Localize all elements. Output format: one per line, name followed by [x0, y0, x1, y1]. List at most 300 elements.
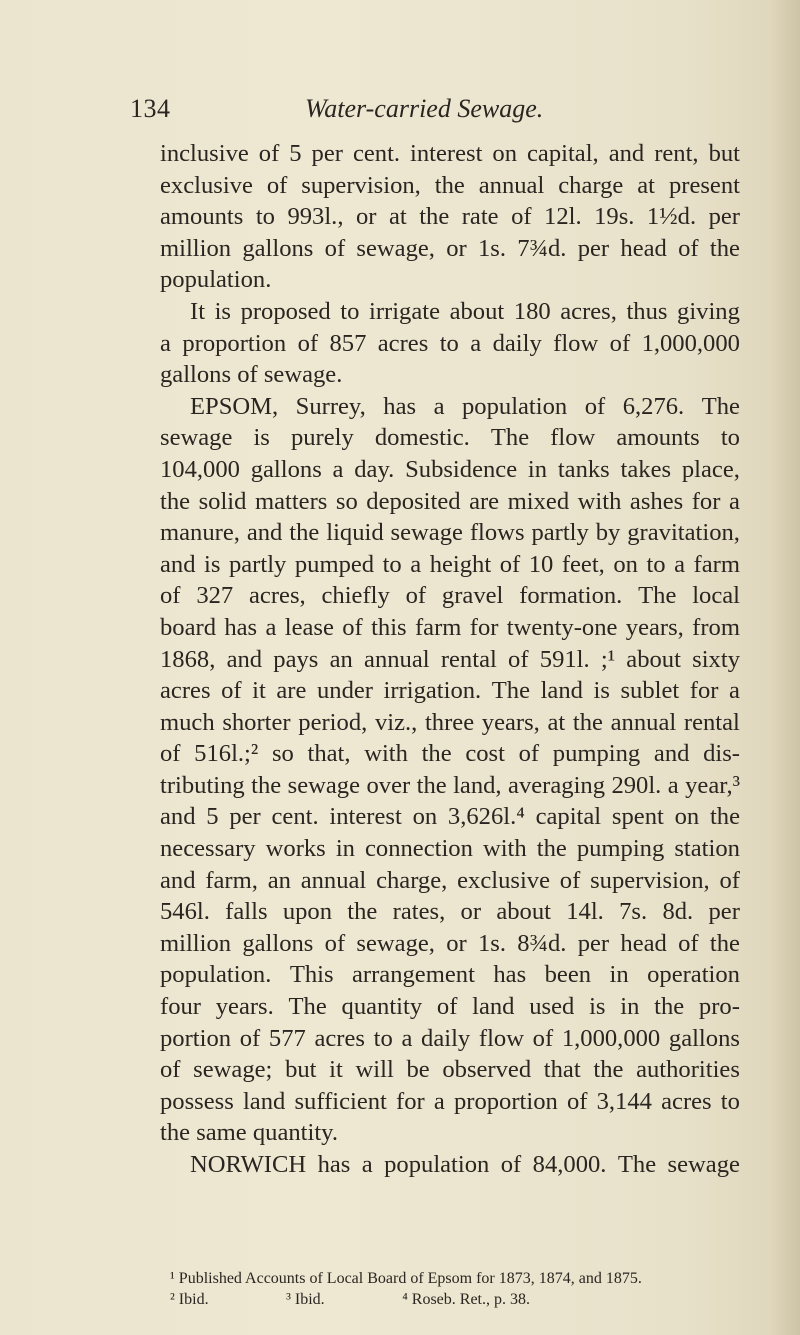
text-line — [160, 1054, 740, 1086]
word: 857 — [329, 329, 367, 357]
word: of — [266, 171, 288, 199]
word: local — [692, 582, 740, 610]
word: 993l., — [287, 203, 344, 231]
word: the — [709, 929, 740, 957]
word: farm — [693, 550, 740, 578]
word: rental — [683, 708, 740, 736]
word: are — [276, 677, 307, 705]
word: four — [160, 993, 201, 1021]
word: but — [285, 1056, 317, 1084]
word: manure, — [160, 519, 240, 547]
word: head — [620, 234, 667, 262]
word: the — [416, 771, 447, 799]
word: acres — [314, 1024, 365, 1052]
word: is — [593, 677, 610, 705]
word: or — [446, 929, 467, 957]
word: has — [224, 613, 258, 641]
word: the — [160, 487, 191, 515]
word: are — [469, 487, 500, 515]
word: million — [160, 234, 232, 262]
word: acres, — [560, 297, 617, 325]
word: liquid — [326, 519, 384, 547]
word: pumped — [294, 550, 375, 578]
word: sewage — [287, 771, 361, 799]
footnote-4: ⁴ Roseb. Ret., p. 38. — [402, 1291, 530, 1308]
word: farm, — [205, 866, 258, 894]
word: of — [239, 1024, 261, 1052]
word: per — [577, 234, 610, 262]
word: it — [252, 677, 266, 705]
word: population — [384, 1151, 490, 1178]
word: NORWICH — [190, 1151, 307, 1178]
text-line — [160, 612, 740, 644]
word: years, — [481, 708, 540, 736]
word: spent — [611, 803, 664, 831]
text-line — [160, 707, 740, 739]
word: present — [668, 171, 740, 199]
word: a — [674, 550, 686, 578]
word: twenty-one — [506, 613, 618, 641]
word: per — [708, 203, 740, 231]
word: 1s. — [477, 234, 506, 262]
word: land — [540, 677, 583, 705]
word: quantity — [341, 993, 423, 1021]
text-line — [160, 549, 740, 581]
word: sublet — [620, 677, 680, 705]
word: is — [253, 424, 270, 452]
word: The — [701, 392, 740, 420]
footnote-1: ¹ Published Accounts of Local Board of Epsom for 1873, 1874, and 1875. — [170, 1270, 642, 1287]
word: takes — [620, 455, 672, 483]
word: domestic. — [374, 424, 470, 452]
text-line — [160, 296, 740, 328]
word: a — [470, 329, 482, 357]
word: feet, — [561, 550, 605, 578]
word: 591l. — [539, 645, 590, 673]
word: gallons — [242, 929, 314, 957]
word: 8¾d. — [517, 929, 567, 957]
text-line — [160, 1023, 740, 1055]
word: 327 — [196, 582, 234, 610]
word: a — [361, 1151, 373, 1178]
word: daily — [421, 1024, 471, 1052]
word: population. — [160, 961, 272, 989]
word: amounts — [160, 203, 244, 231]
word: 84,000. — [532, 1151, 607, 1178]
word: head — [620, 929, 667, 957]
word: possess — [160, 1087, 234, 1115]
word: 1868, — [160, 645, 216, 673]
word: of — [342, 613, 363, 641]
word: been — [544, 961, 592, 989]
word: much — [160, 708, 215, 736]
word: and — [653, 740, 690, 768]
word: rate — [461, 203, 499, 231]
word: dis- — [703, 740, 740, 768]
text-line — [160, 896, 740, 928]
word: used — [529, 993, 575, 1021]
word: place, — [681, 455, 740, 483]
word: The — [490, 424, 530, 452]
word: of — [324, 929, 346, 957]
word: the — [593, 1056, 624, 1084]
text-line — [160, 170, 740, 202]
word: annual — [300, 866, 367, 894]
text-line — [160, 991, 740, 1023]
text-line — [160, 770, 740, 802]
word: gallons — [242, 234, 314, 262]
word: 19s. — [594, 203, 635, 231]
word: pro- — [698, 993, 740, 1021]
word: and — [608, 140, 645, 167]
word: 546l. — [160, 898, 210, 926]
text-line — [160, 201, 740, 233]
word: 104,000 — [160, 455, 240, 483]
word: inclusive — [160, 140, 249, 167]
word: it — [329, 1056, 343, 1084]
word: annual — [364, 645, 430, 673]
word: a — [433, 1087, 445, 1115]
word: about — [496, 898, 551, 926]
word: chiefly — [321, 582, 390, 610]
word: flow — [553, 329, 599, 357]
word: in — [609, 961, 629, 989]
word: formation. — [519, 582, 623, 610]
word: partly — [228, 550, 287, 578]
text-line — [160, 959, 740, 991]
word: a — [265, 613, 277, 641]
word: sewage — [390, 519, 463, 547]
word: to — [439, 329, 459, 357]
word: gallons — [668, 1024, 740, 1052]
word: exclusive — [457, 866, 550, 894]
word: irrigate — [369, 297, 441, 325]
word: acres — [661, 1087, 712, 1115]
word: has — [317, 1151, 351, 1178]
word: flow — [478, 1024, 524, 1052]
word: 10 — [528, 550, 554, 578]
word: of — [405, 582, 427, 610]
word: a — [433, 392, 445, 420]
word: 7s. — [619, 898, 648, 926]
word: and — [246, 519, 283, 547]
word: a — [401, 1024, 413, 1052]
text-line — [160, 233, 740, 265]
word: The — [638, 582, 677, 610]
word: a — [667, 771, 679, 799]
word: interest — [329, 803, 402, 831]
word: proportion — [182, 329, 287, 357]
word: sewage, — [356, 234, 435, 262]
word: annual — [610, 708, 677, 736]
word: sewage — [667, 1151, 740, 1178]
word: a — [729, 677, 740, 705]
word: 3,144 — [596, 1087, 652, 1115]
word: interest — [410, 140, 483, 167]
word: per — [708, 898, 740, 926]
word: 290l. — [611, 771, 662, 799]
word: a — [728, 487, 740, 515]
word: pumping — [576, 835, 665, 863]
word: year,³ — [685, 771, 740, 799]
word: the — [347, 898, 378, 926]
text-line — [160, 1149, 740, 1181]
word: of — [609, 329, 631, 357]
word: the — [709, 803, 740, 831]
word: ;¹ — [600, 645, 616, 673]
word: the — [709, 234, 740, 262]
word: population — [462, 392, 568, 420]
text-line — [160, 328, 740, 360]
footnote-line — [170, 1268, 750, 1289]
word: 1,000,000 — [561, 1024, 661, 1052]
word: tanks — [557, 455, 610, 483]
word: land — [472, 993, 515, 1021]
word: purely — [290, 424, 354, 452]
word: the — [654, 993, 685, 1021]
word: an — [329, 645, 353, 673]
word: or — [355, 203, 377, 231]
word: of — [324, 234, 346, 262]
word: over — [366, 771, 411, 799]
word: three — [424, 708, 475, 736]
word: exclusive — [160, 171, 253, 199]
word: board — [160, 613, 216, 641]
word: thus — [626, 297, 668, 325]
word: flows — [469, 519, 525, 547]
word: sufficient — [294, 1087, 387, 1115]
word: in — [335, 835, 355, 863]
text-line — [160, 675, 740, 707]
word: lease — [284, 613, 334, 641]
page-number: 134 — [130, 94, 171, 123]
text-line — [160, 801, 740, 833]
word: of — [532, 1024, 554, 1052]
word: a — [332, 455, 344, 483]
word: this — [371, 613, 407, 641]
word: necessary — [160, 835, 256, 863]
word: arrangement — [352, 961, 475, 989]
word: capital, — [527, 140, 599, 167]
word: the — [434, 171, 465, 199]
word: This — [289, 961, 334, 989]
text-line — [160, 833, 740, 865]
word: at — [637, 171, 656, 199]
word: to — [340, 297, 360, 325]
footnote-2: ² Ibid. — [170, 1291, 209, 1308]
word: farm — [414, 613, 462, 641]
word: of — [518, 740, 540, 768]
word: a — [410, 550, 422, 578]
word: sewage — [160, 424, 233, 452]
word: a — [160, 329, 171, 357]
word: to — [382, 550, 402, 578]
word: be — [406, 1056, 430, 1084]
word: of — [678, 929, 699, 957]
word: flow — [550, 424, 596, 452]
text-line — [160, 644, 740, 676]
word: The — [288, 993, 327, 1021]
word: but — [708, 140, 740, 167]
word: 5 — [206, 803, 219, 831]
word: solid — [198, 487, 247, 515]
word: is — [214, 297, 231, 325]
word: of — [719, 866, 740, 894]
text-line — [160, 865, 740, 897]
word: of — [500, 1151, 522, 1178]
word: acres — [160, 677, 211, 705]
word: per — [229, 803, 261, 831]
word: operation — [647, 961, 740, 989]
word: daily — [492, 329, 542, 357]
word: 5 — [289, 140, 302, 167]
word: station — [674, 835, 740, 863]
word: period, — [298, 708, 368, 736]
word: to — [373, 1024, 393, 1052]
word: so — [335, 487, 358, 515]
word: million — [160, 929, 232, 957]
text-line — [160, 454, 740, 486]
word: 3,626l.⁴ — [447, 803, 525, 831]
word: at — [388, 203, 407, 231]
word: of — [499, 550, 521, 578]
word: and — [226, 645, 263, 673]
word: proportion — [453, 1087, 558, 1115]
word: has — [383, 392, 417, 420]
word: of — [559, 866, 581, 894]
word: that, — [307, 740, 351, 768]
word: under — [316, 677, 373, 705]
word: at — [547, 708, 566, 736]
word: 12l. — [544, 203, 582, 231]
word: It — [190, 297, 206, 325]
word: 14l. — [566, 898, 604, 926]
text-line — [160, 580, 740, 612]
word: charge, — [376, 866, 448, 894]
word: giving — [677, 297, 740, 325]
word: rental — [440, 645, 497, 673]
word: of — [584, 392, 606, 420]
word: averaging — [508, 771, 605, 799]
text-line — [160, 486, 740, 518]
word: cent. — [352, 140, 401, 167]
word: in — [620, 993, 640, 1021]
text-line — [160, 1117, 740, 1149]
word: acres, — [249, 582, 306, 610]
word: the — [419, 203, 450, 231]
word: for — [396, 1087, 425, 1115]
text-line — [160, 422, 740, 454]
word: Surrey, — [295, 392, 366, 420]
word: for — [469, 613, 499, 641]
word: gravel — [441, 582, 504, 610]
word: years, — [625, 613, 684, 641]
word: of — [160, 582, 181, 610]
word: rent, — [654, 140, 699, 167]
word: 180 — [513, 297, 551, 325]
word: and — [160, 803, 196, 831]
word: land — [242, 1087, 286, 1115]
word: the — [421, 740, 452, 768]
word: sixty — [692, 645, 740, 673]
word: to — [255, 203, 275, 231]
word: partly — [531, 519, 589, 547]
word: of — [160, 740, 181, 768]
word: so — [271, 740, 294, 768]
word: of — [160, 1056, 181, 1084]
word: is — [204, 550, 221, 578]
word: years. — [215, 993, 274, 1021]
word: gravitation, — [627, 519, 740, 547]
word: per — [577, 929, 610, 957]
word: in — [527, 455, 548, 483]
word: of — [297, 329, 319, 357]
word: matters — [254, 487, 328, 515]
page-header — [130, 94, 730, 134]
word: tributing — [160, 771, 245, 799]
word: of — [678, 234, 699, 262]
word: has — [493, 961, 527, 989]
text-line-content: gallons of sewage. — [160, 361, 343, 389]
word: 7¾d. — [517, 234, 567, 262]
word: the — [251, 771, 282, 799]
word: shorter — [222, 708, 291, 736]
word: falls — [225, 898, 268, 926]
word: by — [595, 519, 621, 547]
word: amounts — [616, 424, 700, 452]
word: on — [674, 803, 700, 831]
word: for — [689, 677, 719, 705]
word: works — [265, 835, 326, 863]
word: The — [491, 677, 531, 705]
word: rates, — [392, 898, 446, 926]
word: 6,276. — [622, 392, 685, 420]
word: and — [160, 866, 196, 894]
word: 577 — [268, 1024, 306, 1052]
word: acres — [377, 329, 429, 357]
word: height — [429, 550, 492, 578]
word: mixed — [507, 487, 570, 515]
word: EPSOM, — [190, 392, 279, 420]
word: 8d. — [662, 898, 694, 926]
word: of — [566, 1087, 588, 1115]
word: viz., — [374, 708, 418, 736]
footnote-3: ³ Ibid. — [286, 1291, 325, 1308]
word: will — [355, 1056, 394, 1084]
word: of — [258, 140, 280, 167]
word: 1,000,000 — [641, 329, 740, 357]
word: deposited — [366, 487, 461, 515]
word: pays — [273, 645, 319, 673]
page-edge-shadow — [770, 0, 800, 1335]
word: of — [508, 645, 529, 673]
word: observed — [442, 1056, 532, 1084]
text-line-content: the same quantity. — [160, 1119, 339, 1147]
word: of — [436, 993, 458, 1021]
word: to — [720, 1087, 740, 1115]
word: with — [364, 740, 408, 768]
word: or — [460, 898, 482, 926]
word: supervision, — [590, 866, 710, 894]
word: portion — [160, 1024, 232, 1052]
word: sewage, — [356, 929, 435, 957]
text-line — [160, 264, 740, 296]
running-title: Water-carried Sewage. — [305, 94, 544, 123]
word: and — [160, 550, 196, 578]
text-line — [160, 1086, 740, 1118]
word: land, — [453, 771, 502, 799]
word: pumping — [552, 740, 641, 768]
